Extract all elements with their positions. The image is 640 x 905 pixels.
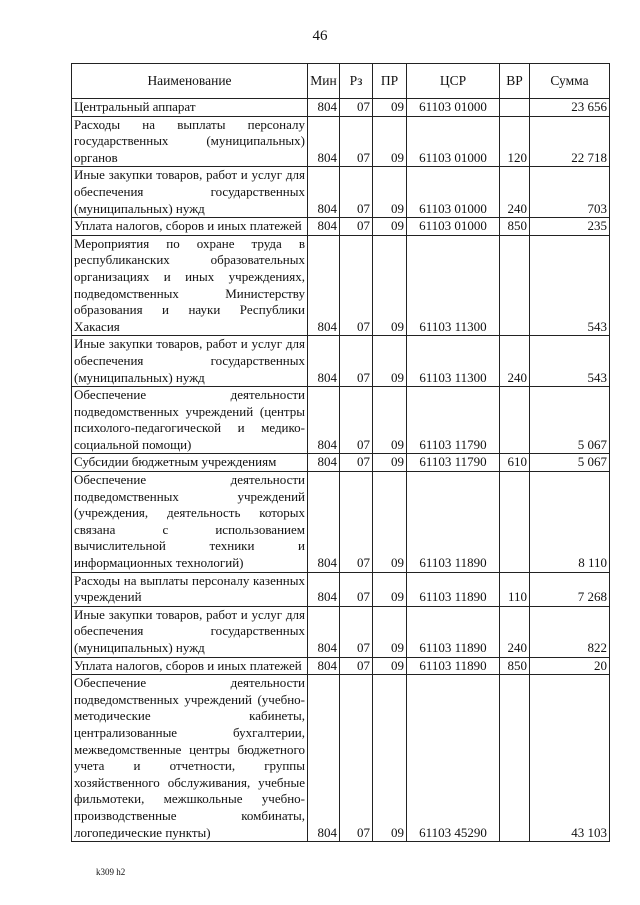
table-body — [72, 99, 610, 842]
cell-csr: 61103 11300 — [407, 336, 500, 387]
page-number: 46 — [312, 28, 328, 44]
cell-pr: 09 — [373, 235, 407, 336]
cell-pr: 09 — [373, 336, 407, 387]
cell-name: Иные закупки товаров, работ и услуг для обеспечения государственных (муниципальных) нужд — [72, 606, 308, 657]
cell-min: 804 — [308, 99, 340, 117]
cell-sum: 22 718 — [530, 116, 610, 167]
cell-name: Субсидии бюджетным учреждениям — [72, 454, 308, 472]
cell-name: Обеспечение деятельности подведомственных учреждений (центры психолого-педагогической и медико-социальной помощи) — [72, 387, 308, 454]
cell-name: Обеспечение деятельности подведомственных учреждений (учреждения, деятельность которых связана с использованием вычислительной техники и информационных технологий) — [72, 472, 308, 573]
cell-pr: 09 — [373, 387, 407, 454]
cell-min: 804 — [308, 675, 340, 842]
cell-vr: 240 — [500, 606, 530, 657]
cell-name: Иные закупки товаров, работ и услуг для обеспечения государственных (муниципальных) нужд — [72, 167, 308, 218]
cell-pr: 09 — [373, 572, 407, 606]
cell-csr: 61103 01000 — [407, 99, 500, 117]
cell-vr: 110 — [500, 572, 530, 606]
cell-csr: 61103 11890 — [407, 606, 500, 657]
footer-code: k309 h2 — [96, 867, 126, 877]
cell-sum: 235 — [530, 218, 610, 236]
cell-name: Иные закупки товаров, работ и услуг для обеспечения государственных (муниципальных) нужд — [72, 336, 308, 387]
cell-name: Расходы на выплаты персоналу государственных (муниципальных) органов — [72, 116, 308, 167]
cell-min: 804 — [308, 657, 340, 675]
header-pr: ПР — [373, 64, 407, 99]
cell-rz: 07 — [340, 454, 373, 472]
cell-rz: 07 — [340, 218, 373, 236]
cell-min: 804 — [308, 218, 340, 236]
cell-rz: 07 — [340, 336, 373, 387]
cell-vr: 850 — [500, 218, 530, 236]
cell-pr: 09 — [373, 116, 407, 167]
cell-min: 804 — [308, 167, 340, 218]
table-row — [72, 235, 610, 336]
cell-vr — [500, 472, 530, 573]
cell-sum: 543 — [530, 336, 610, 387]
header-min: Мин — [308, 64, 340, 99]
cell-min: 804 — [308, 606, 340, 657]
table-row — [72, 572, 610, 606]
table-row — [72, 387, 610, 454]
table-row — [72, 116, 610, 167]
table-row — [72, 675, 610, 842]
cell-csr: 61103 01000 — [407, 167, 500, 218]
cell-name: Мероприятия по охране труда в республиканских образовательных организациях и иных учреждениях, подведомственных Министерству образования и науки Республики Хакасия — [72, 235, 308, 336]
cell-min: 804 — [308, 572, 340, 606]
cell-csr: 61103 11300 — [407, 235, 500, 336]
cell-sum: 703 — [530, 167, 610, 218]
table-row — [72, 167, 610, 218]
cell-csr: 61103 11890 — [407, 572, 500, 606]
cell-pr: 09 — [373, 218, 407, 236]
cell-name: Уплата налогов, сборов и иных платежей — [72, 657, 308, 675]
cell-rz: 07 — [340, 606, 373, 657]
cell-name: Обеспечение деятельности подведомственных учреждений (учебно-методические кабинеты, централизованные бухгалтерии, межведомственные центры бюджетного учета и отчетности, группы хозяйственного обслуживания, учебные фильмотеки, межшкольные учебно-производственные комбинаты, логопедические пункты) — [72, 675, 308, 842]
cell-csr: 61103 01000 — [407, 218, 500, 236]
cell-rz: 07 — [340, 675, 373, 842]
cell-min: 804 — [308, 387, 340, 454]
cell-vr — [500, 675, 530, 842]
cell-csr: 61103 11890 — [407, 657, 500, 675]
table-row — [72, 218, 610, 236]
cell-sum: 20 — [530, 657, 610, 675]
table-row — [72, 606, 610, 657]
cell-vr — [500, 235, 530, 336]
cell-pr: 09 — [373, 99, 407, 117]
cell-min: 804 — [308, 116, 340, 167]
cell-rz: 07 — [340, 472, 373, 573]
header-sum: Сумма — [530, 64, 610, 99]
cell-vr: 850 — [500, 657, 530, 675]
cell-vr — [500, 99, 530, 117]
cell-name: Центральный аппарат — [72, 99, 308, 117]
cell-pr: 09 — [373, 167, 407, 218]
cell-sum: 822 — [530, 606, 610, 657]
table-row — [72, 99, 610, 117]
table-row — [72, 472, 610, 573]
cell-pr: 09 — [373, 606, 407, 657]
cell-sum: 23 656 — [530, 99, 610, 117]
cell-name: Уплата налогов, сборов и иных платежей — [72, 218, 308, 236]
cell-csr: 61103 11790 — [407, 454, 500, 472]
cell-pr: 09 — [373, 675, 407, 842]
header-vr: ВР — [500, 64, 530, 99]
cell-min: 804 — [308, 472, 340, 573]
table-row — [72, 336, 610, 387]
cell-csr: 61103 45290 — [407, 675, 500, 842]
header-rz: Рз — [340, 64, 373, 99]
cell-min: 804 — [308, 454, 340, 472]
cell-sum: 43 103 — [530, 675, 610, 842]
cell-vr: 120 — [500, 116, 530, 167]
cell-pr: 09 — [373, 657, 407, 675]
cell-pr: 09 — [373, 454, 407, 472]
cell-rz: 07 — [340, 116, 373, 167]
cell-rz: 07 — [340, 387, 373, 454]
cell-sum: 543 — [530, 235, 610, 336]
cell-name: Расходы на выплаты персоналу казенных учреждений — [72, 572, 308, 606]
cell-vr: 240 — [500, 336, 530, 387]
cell-min: 804 — [308, 235, 340, 336]
cell-min: 804 — [308, 336, 340, 387]
cell-vr: 240 — [500, 167, 530, 218]
table-row — [72, 454, 610, 472]
cell-vr: 610 — [500, 454, 530, 472]
cell-sum: 5 067 — [530, 454, 610, 472]
budget-table — [71, 63, 610, 842]
cell-rz: 07 — [340, 657, 373, 675]
cell-rz: 07 — [340, 572, 373, 606]
cell-sum: 8 110 — [530, 472, 610, 573]
cell-csr: 61103 11790 — [407, 387, 500, 454]
header-csr: ЦСР — [407, 64, 500, 99]
cell-rz: 07 — [340, 99, 373, 117]
cell-csr: 61103 11890 — [407, 472, 500, 573]
cell-sum: 5 067 — [530, 387, 610, 454]
cell-csr: 61103 01000 — [407, 116, 500, 167]
cell-rz: 07 — [340, 235, 373, 336]
cell-vr — [500, 387, 530, 454]
table-row — [72, 657, 610, 675]
header-name: Наименование — [72, 64, 308, 99]
cell-rz: 07 — [340, 167, 373, 218]
cell-sum: 7 268 — [530, 572, 610, 606]
table-header-row — [72, 64, 610, 99]
cell-pr: 09 — [373, 472, 407, 573]
